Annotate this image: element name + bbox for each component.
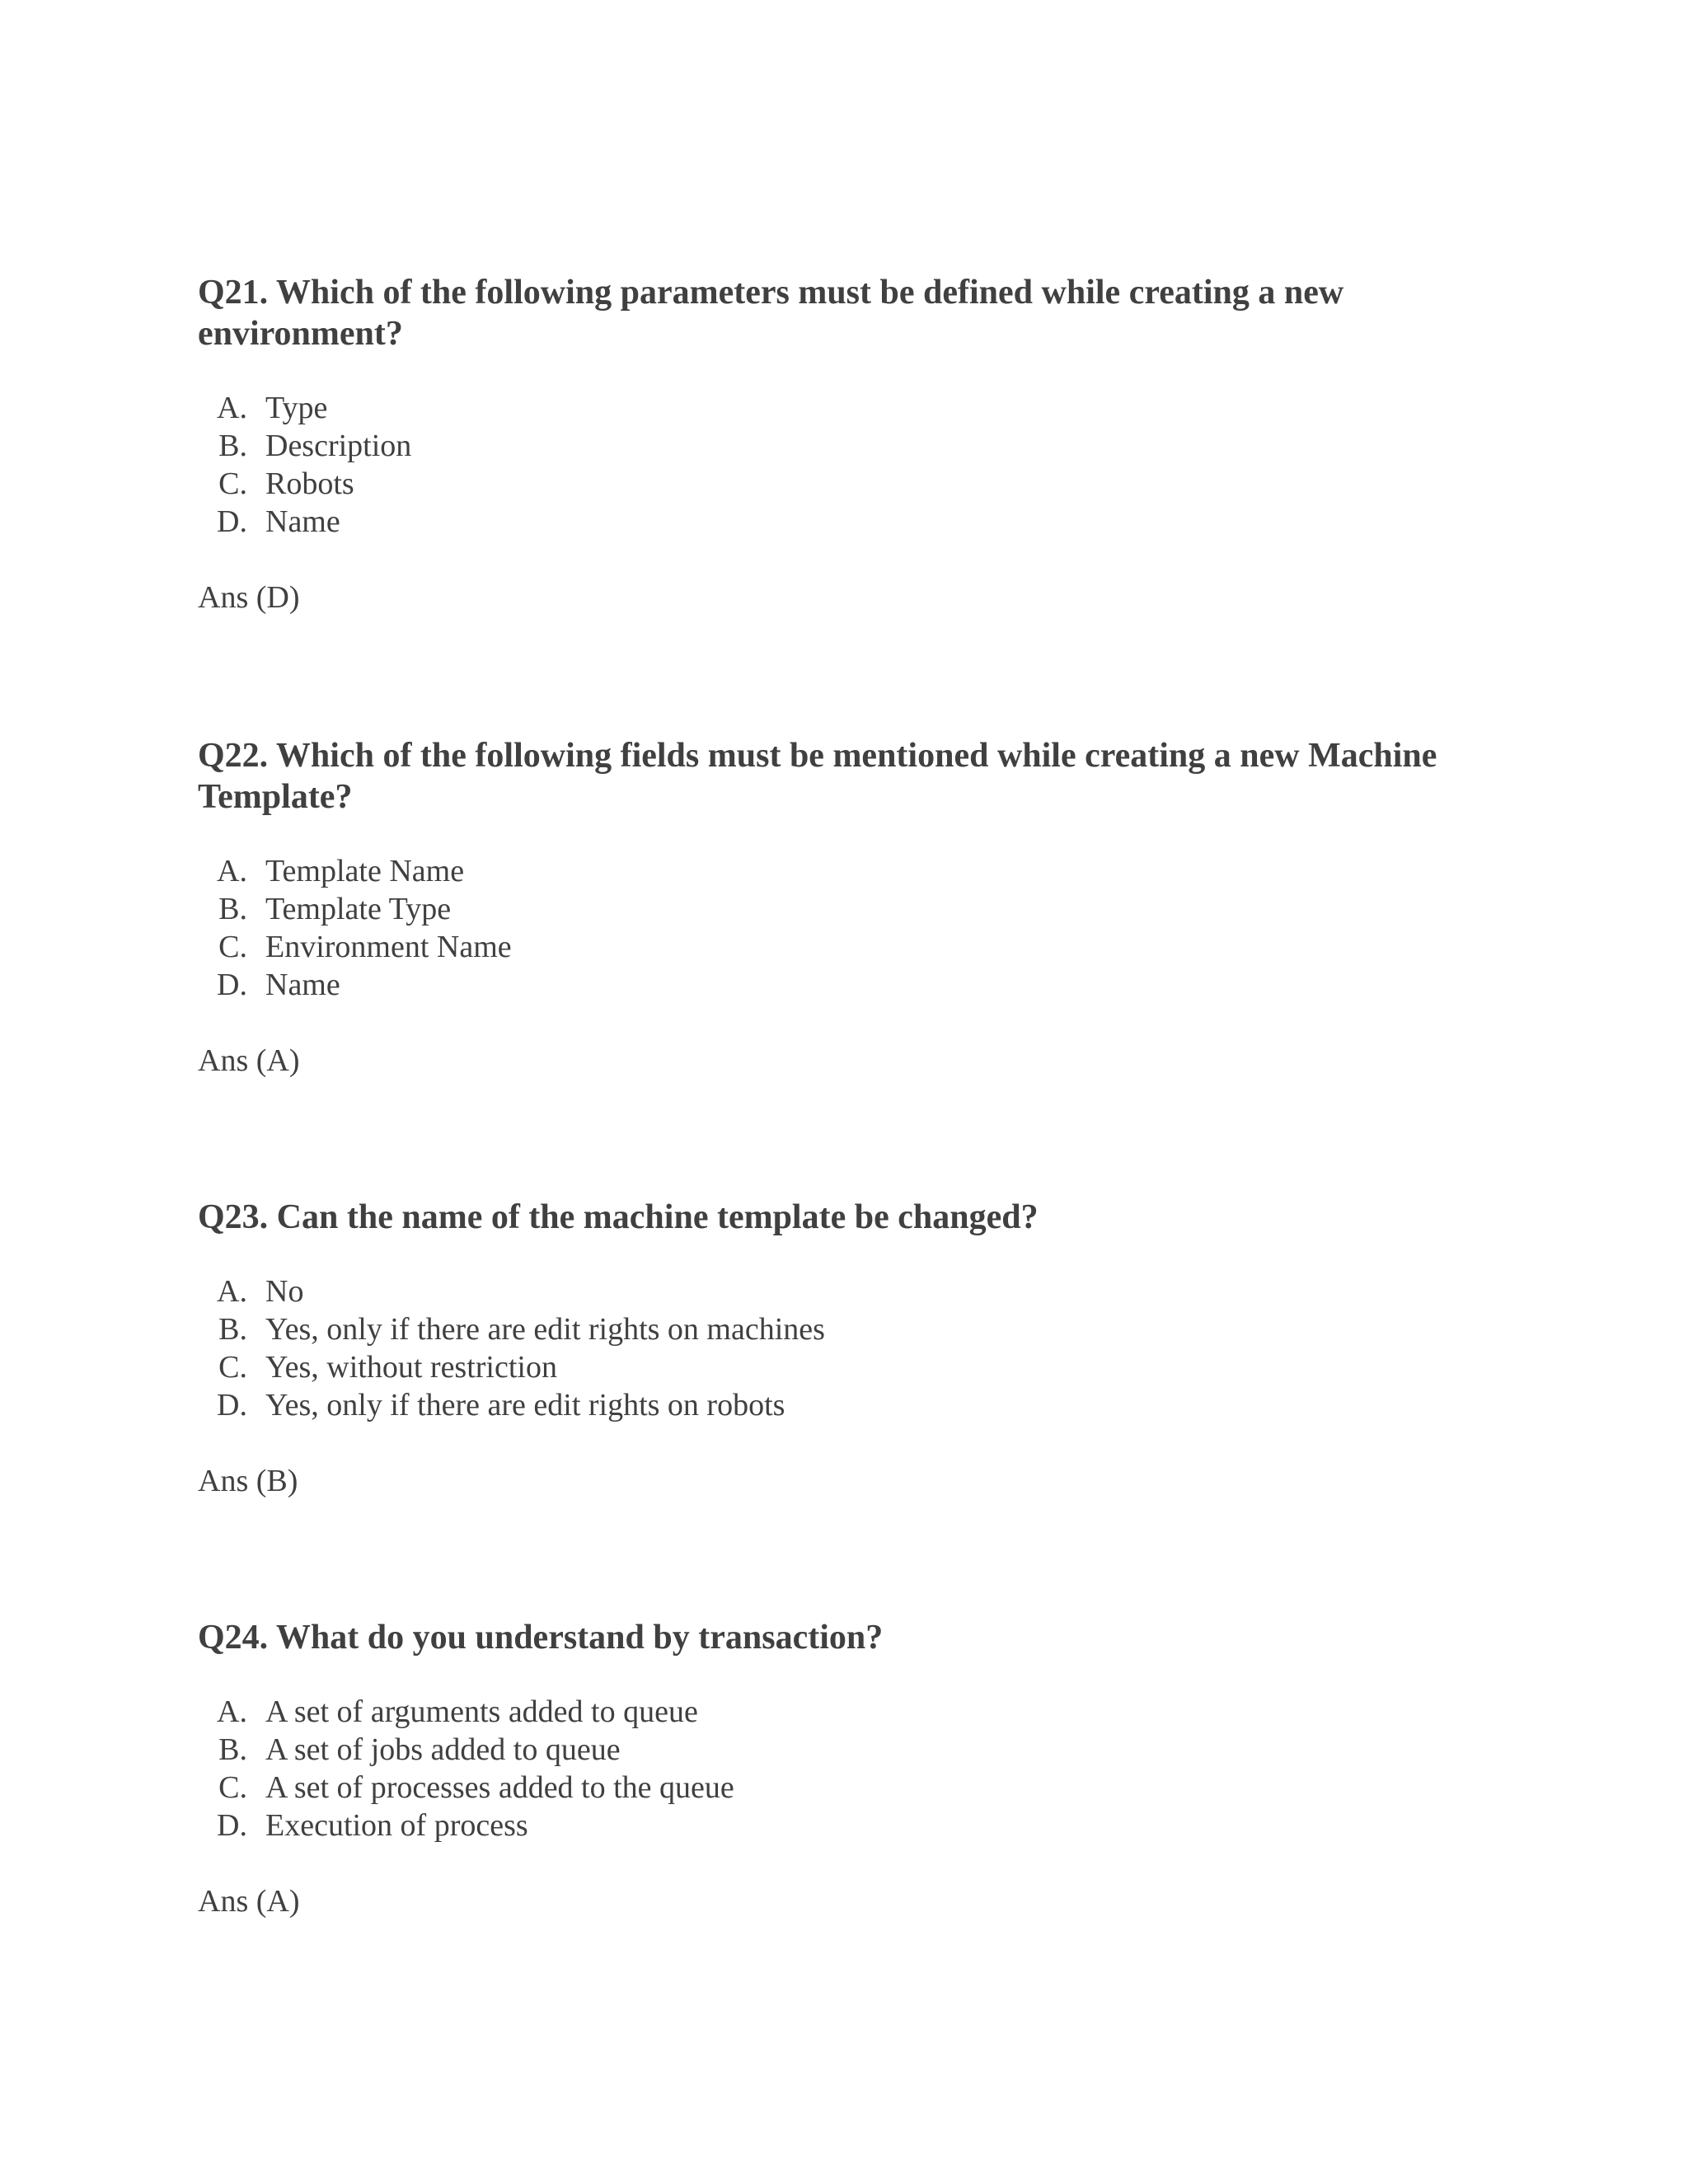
- option-letter: D.: [217, 1388, 247, 1422]
- answer-text: Ans (D): [198, 580, 300, 615]
- option-text: Description: [265, 429, 412, 463]
- option-list: [198, 389, 1484, 541]
- option-letter: D.: [217, 1808, 247, 1843]
- option-letter: B.: [218, 1732, 247, 1767]
- option-list: [198, 852, 1484, 1004]
- question-block-q21: [198, 272, 1484, 616]
- option-item: [198, 966, 1484, 1004]
- option-item: [198, 1348, 1484, 1386]
- option-text: Type: [265, 391, 328, 425]
- option-text: A set of processes added to the queue: [265, 1770, 734, 1805]
- option-text: A set of arguments added to queue: [265, 1694, 698, 1729]
- answer-text: Ans (A): [198, 1043, 300, 1078]
- option-item: [198, 465, 1484, 503]
- option-item: [198, 1769, 1484, 1807]
- option-letter: B.: [218, 892, 247, 926]
- option-item: [198, 1731, 1484, 1769]
- answer-text: Ans (B): [198, 1464, 298, 1498]
- question-block-q22: [198, 735, 1484, 1080]
- question-block-q23: [198, 1197, 1484, 1500]
- option-text: Yes, without restriction: [265, 1350, 557, 1385]
- option-item: [198, 852, 1484, 890]
- option-text: Template Type: [265, 892, 452, 926]
- option-letter: B.: [218, 1312, 247, 1347]
- option-letter: C.: [218, 1350, 247, 1385]
- option-list: [198, 1272, 1484, 1424]
- question-title: Q22. Which of the following fields must be mentioned while creating a new Machine Template?: [198, 737, 1437, 816]
- option-text: Yes, only if there are edit rights on robots: [265, 1388, 785, 1422]
- option-item: [198, 1693, 1484, 1731]
- option-item: [198, 1386, 1484, 1424]
- option-text: Name: [265, 504, 340, 539]
- option-text: Robots: [265, 466, 354, 501]
- option-text: Environment Name: [265, 930, 512, 964]
- option-item: [198, 928, 1484, 966]
- option-letter: A.: [217, 1274, 247, 1309]
- option-letter: C.: [218, 1770, 247, 1805]
- option-item: [198, 427, 1484, 465]
- option-letter: D.: [217, 968, 247, 1002]
- option-text: No: [265, 1274, 304, 1309]
- question-title: Q24. What do you understand by transaction?: [198, 1619, 884, 1657]
- answer-text: Ans (A): [198, 1884, 300, 1919]
- option-text: Yes, only if there are edit rights on machines: [265, 1312, 825, 1347]
- option-text: A set of jobs added to queue: [265, 1732, 621, 1767]
- question-title: Q21. Which of the following parameters must be defined while creating a new environment?: [198, 274, 1344, 353]
- option-item: [198, 389, 1484, 427]
- option-item: [198, 1272, 1484, 1310]
- option-item: [198, 1807, 1484, 1844]
- option-text: Name: [265, 968, 340, 1002]
- option-letter: A.: [217, 854, 247, 888]
- option-letter: B.: [218, 429, 247, 463]
- option-letter: A.: [217, 391, 247, 425]
- question-title: Q23. Can the name of the machine template be changed?: [198, 1198, 1039, 1236]
- option-item: [198, 890, 1484, 928]
- option-letter: D.: [217, 504, 247, 539]
- option-letter: C.: [218, 930, 247, 964]
- question-block-q24: [198, 1617, 1484, 1920]
- option-list: [198, 1693, 1484, 1844]
- option-letter: C.: [218, 466, 247, 501]
- option-item: [198, 1310, 1484, 1348]
- option-letter: A.: [217, 1694, 247, 1729]
- option-text: Execution of process: [265, 1808, 528, 1843]
- option-item: [198, 503, 1484, 541]
- option-text: Template Name: [265, 854, 465, 888]
